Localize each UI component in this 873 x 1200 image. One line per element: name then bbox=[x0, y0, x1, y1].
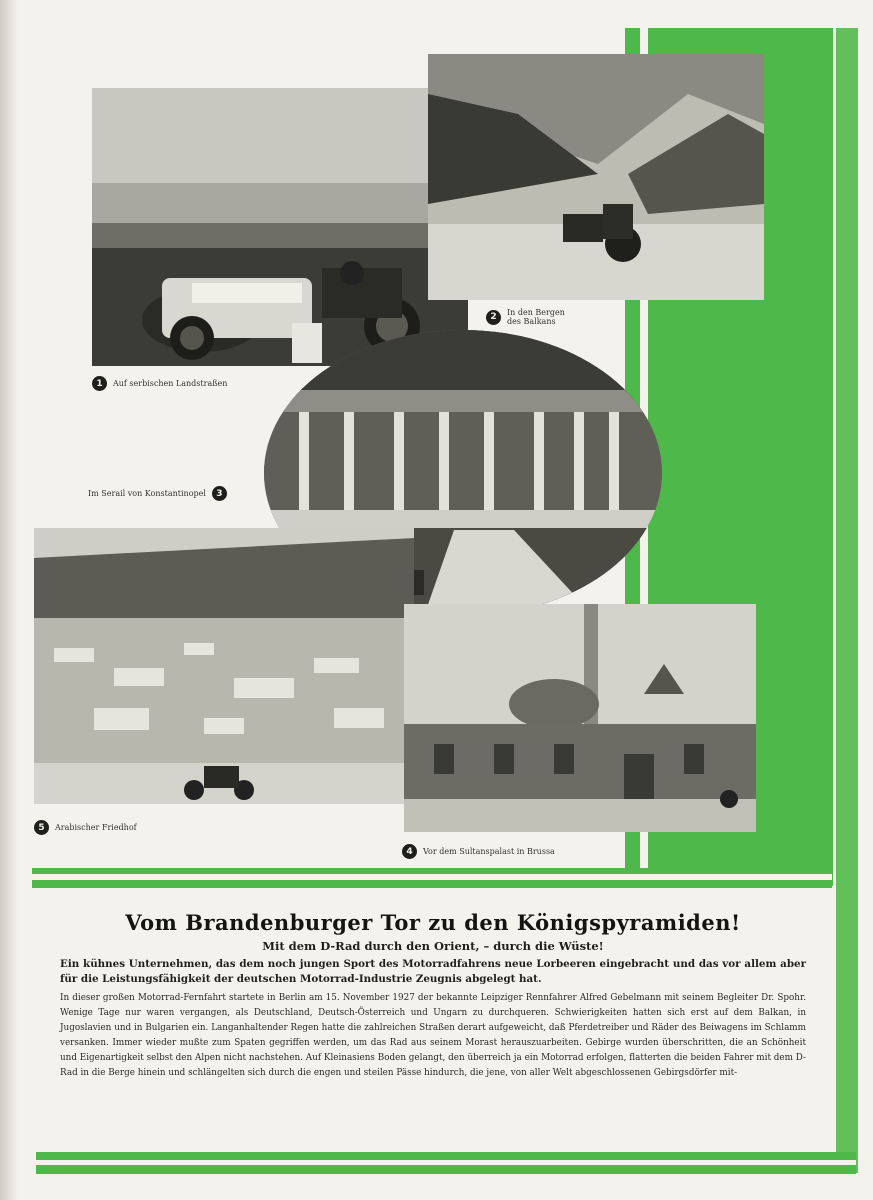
page-fold bbox=[0, 0, 18, 1200]
caption-2 bbox=[486, 308, 577, 326]
caption-3 bbox=[88, 486, 227, 501]
caption-number-badge: 5 bbox=[34, 820, 49, 835]
article-headline: Vom Brandenburger Tor zu den Königspyramiden! bbox=[125, 910, 741, 935]
caption-text: In den Bergen des Balkans bbox=[507, 308, 565, 326]
photo-mosque-brussa bbox=[404, 604, 756, 832]
caption-number-badge: 1 bbox=[92, 376, 107, 391]
green-edge-strip bbox=[836, 28, 858, 1173]
caption-text: Vor dem Sultanspalast in Brussa bbox=[423, 847, 555, 856]
green-bottom-stripe bbox=[36, 1160, 856, 1165]
caption-number-badge: 3 bbox=[212, 486, 227, 501]
article-subheadline: Mit dem D-Rad durch den Orient, – durch die Wüste! bbox=[262, 939, 604, 953]
article-body: In dieser großen Motorrad-Fernfahrt startete in Berlin am 15. November 1927 der bekannte Leipziger Rennfahrer Alfred Gebelmann mit seinem Begleiter Dr. Spohr. Wenige Tage nur waren vergangen, als Deutschland, Deutsch-Österreich und Ungarn zu durchqueren. Schwierigkeiten hatten sich erst auf dem Balkan, in Jugoslavien und in Bulgarien ein. Langanhaltender Regen hatte die zahlreichen Straßen derart aufgeweicht, daß Pferdetreiber und Räder des Beiwagens im Schlamm versanken. Immer wieder mußte zum Spaten gegriffen werden, um das Rad aus seinem Morast herauszuarbeiten. Gebirge wurden überschritten, die an Schönheit und Eigenartigkeit selbst den Alpen nicht nachstehen. Auf Kleinasiens Boden gelangt, den überreich ja ein Motorrad erfolgen, flatterten die beiden Fahrer mit dem D-Rad in die Berge hinein und schlängelten sich durch die engen und steilen Pässe hindurch, die jene, von aller Welt abgeschlossenen Gebirgsdörfer mit- bbox=[60, 993, 806, 1078]
article-intro: Ein kühnes Unternehmen, das dem noch jungen Sport des Motorradfahrens neue Lorbeeren eingebracht und das vor allem aber für die Leistungsfähigkeit der deutschen Motorrad-Industrie Zeugnis abgelegt hat. bbox=[60, 958, 806, 985]
caption-number-badge: 2 bbox=[486, 310, 501, 325]
caption-5 bbox=[34, 820, 137, 835]
caption-text: Auf serbischen Landstraßen bbox=[113, 379, 228, 388]
photo-arab-cemetery bbox=[34, 528, 414, 804]
caption-text: Im Serail von Konstantinopel bbox=[88, 489, 206, 498]
green-band-stripe bbox=[32, 874, 832, 880]
photo-mountain-pass bbox=[428, 54, 764, 300]
caption-1 bbox=[92, 376, 227, 391]
article bbox=[60, 900, 806, 1140]
caption-text: Arabischer Friedhof bbox=[55, 823, 137, 832]
caption-4 bbox=[402, 844, 555, 859]
caption-number-badge: 4 bbox=[402, 844, 417, 859]
photo-sidecar-road bbox=[92, 88, 468, 366]
